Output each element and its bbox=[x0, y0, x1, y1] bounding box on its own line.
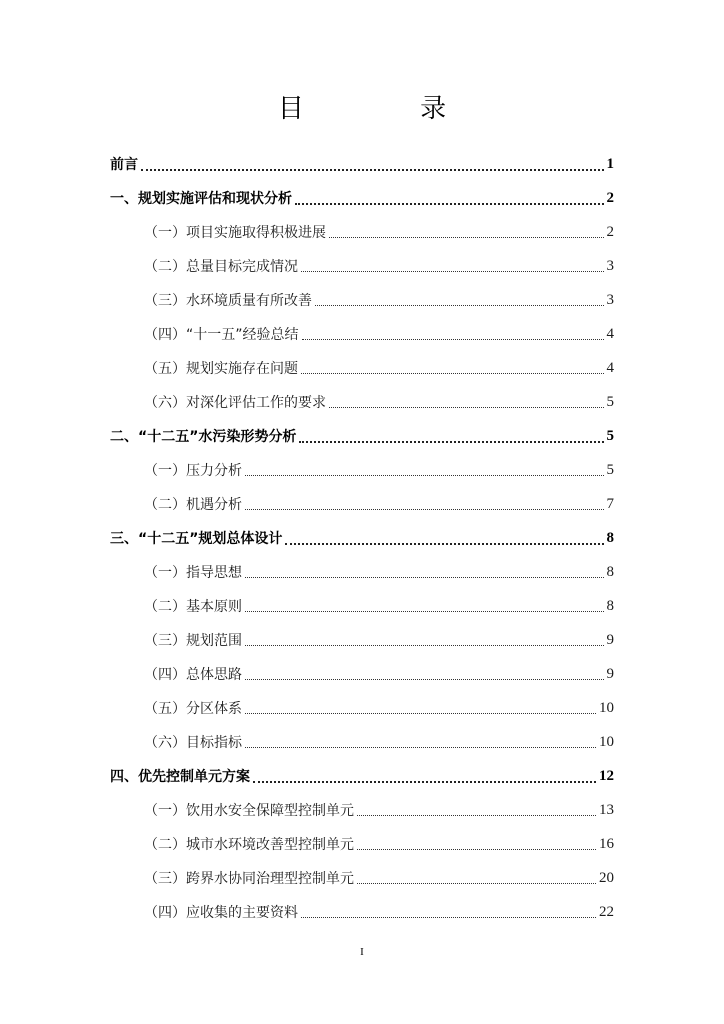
toc-section-entry[interactable] bbox=[110, 691, 614, 725]
toc-entry-page: 8 bbox=[606, 529, 614, 546]
toc-chapter-entry[interactable] bbox=[110, 759, 614, 793]
toc-chapter-entry[interactable] bbox=[110, 419, 614, 453]
toc-entry-title: （四）“十一五”经验总结 bbox=[144, 327, 299, 343]
toc-section-entry[interactable] bbox=[110, 589, 614, 623]
toc-entry-title: （一）项目实施取得积极进展 bbox=[144, 225, 326, 241]
dot-leader bbox=[301, 270, 604, 272]
page-number: I bbox=[360, 946, 364, 958]
toc-entry-title: （二）总量目标完成情况 bbox=[144, 259, 298, 275]
toc-entry-title: 三、“十二五”规划总体设计 bbox=[110, 531, 283, 547]
toc-entry-page: 3 bbox=[606, 257, 614, 274]
toc-entry-page: 4 bbox=[606, 359, 614, 376]
toc-entry-title: （五）规划实施存在问题 bbox=[144, 361, 298, 377]
toc-entry-title: 二、“十二五”水污染形势分析 bbox=[110, 429, 297, 445]
dot-leader bbox=[245, 644, 604, 646]
dot-leader bbox=[357, 848, 596, 850]
toc-entry-page: 12 bbox=[599, 767, 614, 784]
toc-section-entry[interactable] bbox=[110, 657, 614, 691]
table-of-contents bbox=[110, 147, 614, 929]
toc-chapter-entry[interactable] bbox=[110, 147, 614, 181]
toc-section-entry[interactable] bbox=[110, 725, 614, 759]
toc-section-entry[interactable] bbox=[110, 555, 614, 589]
toc-entry-title: （五）分区体系 bbox=[144, 701, 242, 717]
dot-leader bbox=[245, 576, 604, 578]
toc-entry-page: 5 bbox=[606, 461, 614, 478]
dot-leader bbox=[295, 202, 604, 205]
toc-entry-title: 前言 bbox=[110, 157, 138, 173]
toc-entry-page: 9 bbox=[606, 665, 614, 682]
toc-entry-page: 7 bbox=[606, 495, 614, 512]
toc-section-entry[interactable] bbox=[110, 283, 614, 317]
toc-section-entry[interactable] bbox=[110, 249, 614, 283]
toc-entry-page: 4 bbox=[606, 325, 614, 342]
dot-leader bbox=[357, 882, 596, 884]
toc-entry-page: 13 bbox=[599, 801, 614, 818]
dot-leader bbox=[301, 916, 596, 918]
toc-entry-title: （三）跨界水协同治理型控制单元 bbox=[144, 871, 354, 887]
toc-entry-title: （二）机遇分析 bbox=[144, 497, 242, 513]
toc-entry-title: （四）应收集的主要资料 bbox=[144, 905, 298, 921]
toc-entry-title: 四、优先控制单元方案 bbox=[110, 769, 250, 785]
toc-entry-page: 1 bbox=[606, 155, 614, 172]
toc-chapter-entry[interactable] bbox=[110, 181, 614, 215]
toc-entry-page: 2 bbox=[606, 223, 614, 240]
toc-entry-title: （一）压力分析 bbox=[144, 463, 242, 479]
toc-entry-title: （一）指导思想 bbox=[144, 565, 242, 581]
dot-leader bbox=[245, 678, 604, 680]
dot-leader bbox=[301, 372, 604, 374]
toc-section-entry[interactable] bbox=[110, 827, 614, 861]
toc-entry-page: 16 bbox=[599, 835, 614, 852]
dot-leader bbox=[245, 746, 596, 748]
toc-entry-title: （二）城市水环境改善型控制单元 bbox=[144, 837, 354, 853]
toc-entry-title: （六）目标指标 bbox=[144, 735, 242, 751]
toc-entry-title: （六）对深化评估工作的要求 bbox=[144, 395, 326, 411]
dot-leader bbox=[302, 338, 604, 340]
toc-section-entry[interactable] bbox=[110, 385, 614, 419]
dot-leader bbox=[245, 712, 596, 714]
toc-entry-title: （三）规划范围 bbox=[144, 633, 242, 649]
toc-section-entry[interactable] bbox=[110, 317, 614, 351]
toc-entry-title: （二）基本原则 bbox=[144, 599, 242, 615]
dot-leader bbox=[357, 814, 596, 816]
dot-leader bbox=[299, 440, 603, 443]
toc-entry-title: 一、规划实施评估和现状分析 bbox=[110, 191, 292, 207]
dot-leader bbox=[253, 780, 596, 783]
dot-leader bbox=[245, 508, 604, 510]
toc-entry-page: 9 bbox=[606, 631, 614, 648]
toc-entry-page: 10 bbox=[599, 699, 614, 716]
toc-section-entry[interactable] bbox=[110, 487, 614, 521]
toc-entry-page: 20 bbox=[599, 869, 614, 886]
dot-leader bbox=[141, 168, 604, 171]
toc-section-entry[interactable] bbox=[110, 453, 614, 487]
toc-entry-page: 5 bbox=[606, 427, 614, 444]
toc-entry-page: 10 bbox=[599, 733, 614, 750]
toc-entry-title: （一）饮用水安全保障型控制单元 bbox=[144, 803, 354, 819]
dot-leader bbox=[285, 542, 603, 545]
toc-section-entry[interactable] bbox=[110, 793, 614, 827]
toc-entry-page: 8 bbox=[606, 597, 614, 614]
dot-leader bbox=[245, 474, 604, 476]
toc-chapter-entry[interactable] bbox=[110, 521, 614, 555]
toc-section-entry[interactable] bbox=[110, 895, 614, 929]
dot-leader bbox=[329, 236, 604, 238]
toc-section-entry[interactable] bbox=[110, 215, 614, 249]
dot-leader bbox=[315, 304, 604, 306]
toc-section-entry[interactable] bbox=[110, 351, 614, 385]
toc-entry-page: 3 bbox=[606, 291, 614, 308]
toc-entry-page: 5 bbox=[606, 393, 614, 410]
dot-leader bbox=[329, 406, 604, 408]
toc-entry-title: （四）总体思路 bbox=[144, 667, 242, 683]
page-title: 目 录 bbox=[277, 94, 501, 124]
toc-section-entry[interactable] bbox=[110, 861, 614, 895]
toc-entry-page: 2 bbox=[606, 189, 614, 206]
toc-entry-page: 22 bbox=[599, 903, 614, 920]
toc-section-entry[interactable] bbox=[110, 623, 614, 657]
toc-entry-title: （三）水环境质量有所改善 bbox=[144, 293, 312, 309]
dot-leader bbox=[245, 610, 604, 612]
toc-entry-page: 8 bbox=[606, 563, 614, 580]
